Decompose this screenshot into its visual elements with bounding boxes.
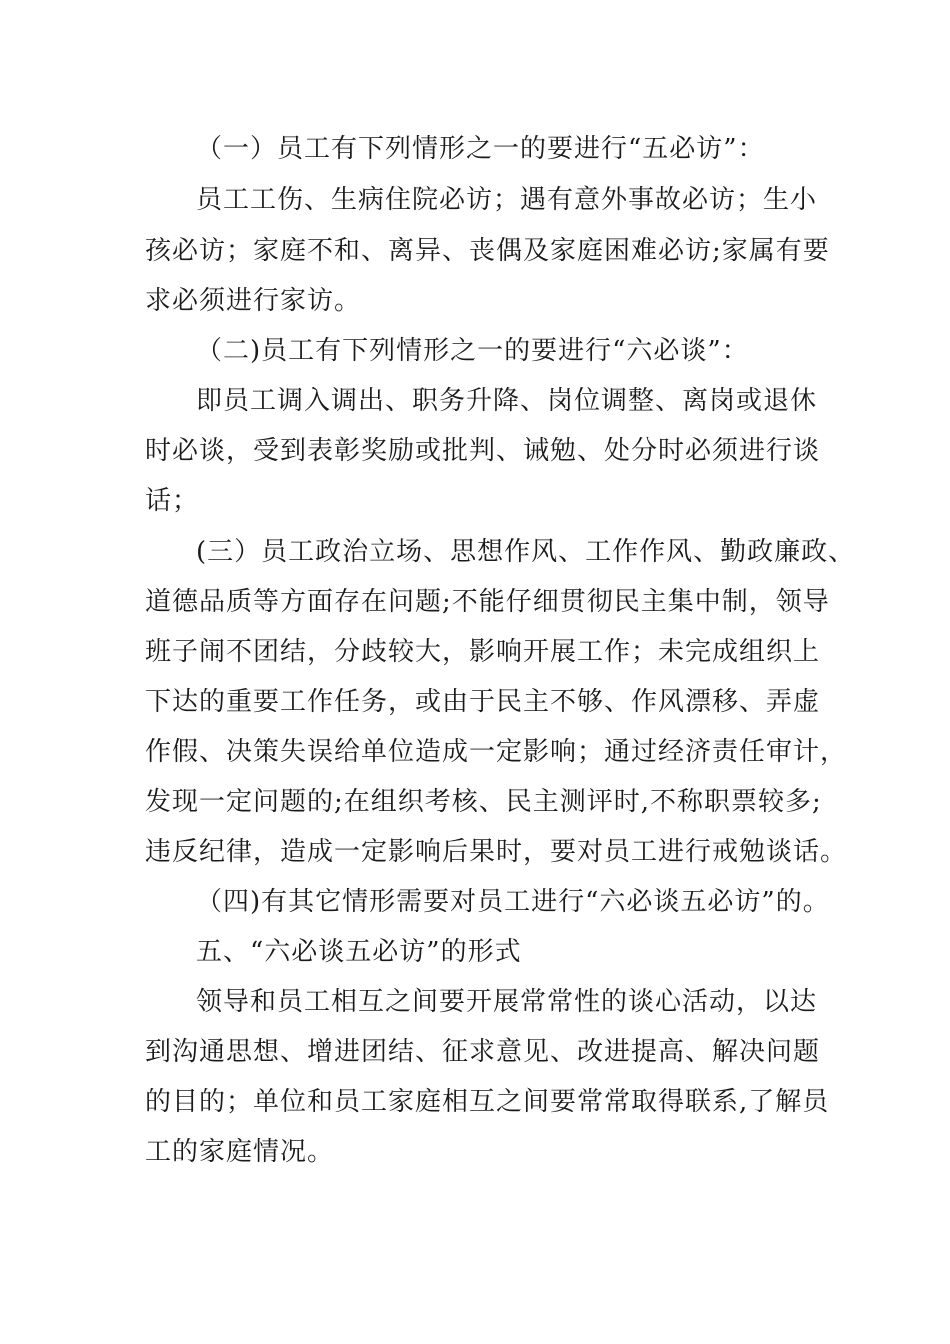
section-3-line-7: 违反纪律，造成一定影响后果时，要对员工进行戒勉谈话。	[145, 837, 848, 867]
section-2-body-line-3: 话；	[145, 486, 200, 516]
section-3-line-5: 作假、决策失误给单位造成一定影响；通过经济责任审计，	[145, 737, 848, 767]
section-1-body-line-2: 孩必访；家庭不和、离异、丧偶及家庭困难必访;家属有要	[145, 236, 830, 266]
section-5-body-line-1: 领导和员工相互之间要开展常常性的谈心活动，以达	[196, 987, 818, 1017]
section-5-body-line-3: 的目的；单位和员工家庭相互之间要常常取得联系,了解员	[145, 1087, 830, 1117]
section-1-body-line-1: 员工工伤、生病住院必访；遇有意外事故必访；生小	[196, 185, 818, 215]
section-2-heading: （二)员工有下列情形之一的要进行“六必谈”：	[196, 336, 749, 366]
section-5-body-line-2: 到沟通思想、增进团结、征求意见、改进提高、解决问题	[145, 1037, 821, 1067]
section-2-body-line-2: 时必谈，受到表彰奖励或批判、诫勉、处分时必须进行谈	[145, 436, 821, 466]
section-2-body-line-1: 即员工调入调出、职务升降、岗位调整、离岗或退休	[196, 386, 818, 416]
section-3-line-3: 班子闹不团结，分歧较大，影响开展工作；未完成组织上	[145, 637, 821, 667]
section-1-body-line-3: 求必须进行家访。	[145, 286, 362, 316]
section-4-line: （四)有其它情形需要对员工进行“六必谈五必访”的。	[196, 887, 830, 917]
section-5-heading: 五、“六必谈五必访”的形式	[196, 937, 522, 967]
section-3-line-4: 下达的重要工作任务，或由于民主不够、作风漂移、弄虚	[145, 687, 821, 717]
section-1-heading: （一）员工有下列情形之一的要进行“五必访”：	[196, 134, 765, 164]
section-3-line-6: 发现一定问题的;在组织考核、民主测评时,不称职票较多;	[145, 787, 822, 817]
section-3-line-1: (三）员工政治立场、思想作风、工作作风、勤政廉政、	[196, 537, 856, 567]
section-3-line-2: 道德品质等方面存在问题;不能仔细贯彻民主集中制，领导	[145, 587, 830, 617]
section-5-body-line-4: 工的家庭情况。	[145, 1137, 335, 1167]
